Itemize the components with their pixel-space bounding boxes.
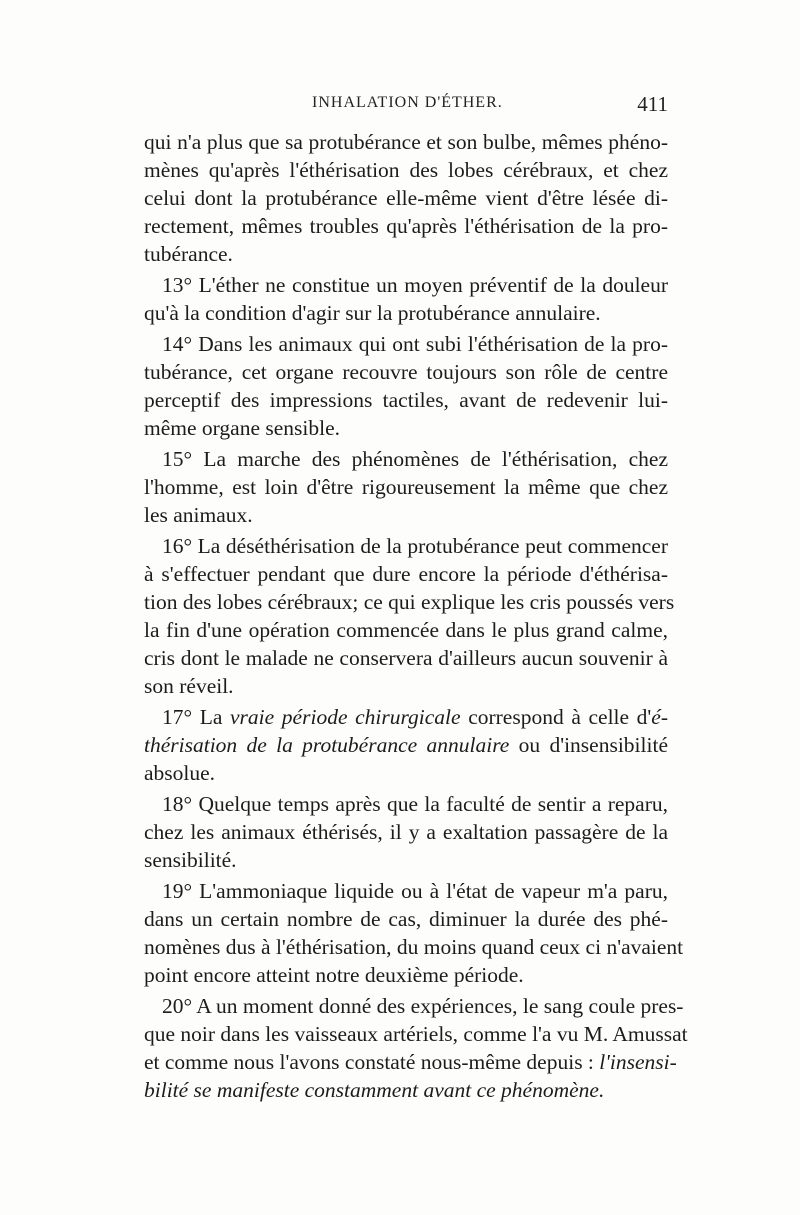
text-line: perceptif des impressions tactiles, avant de redevenir lui- [144,388,668,412]
paragraph-18 [144,790,668,874]
text-run: correspond à celle d' [460,705,652,729]
text-line: 18° Quelque temps après que la faculté de sentir a reparu, [162,792,668,816]
text-run: ou d'insensibilité [509,733,668,757]
text-line: absolue. [144,761,216,785]
paragraph-16 [144,532,675,700]
text-line: celui dont la protubérance elle-même vient d'être lésée di- [144,186,668,210]
text-line: à s'effectuer pendant que dure encore la période d'éthérisa- [144,562,668,586]
text-line: chez les animaux éthérisés, il y a exaltation passagère de la [144,820,668,844]
paragraph-15 [144,445,668,529]
italic-run: l'insensi- [599,1050,677,1074]
text-run: et comme nous l'avons constaté nous-même depuis : [144,1050,600,1074]
italic-run: bilité se manifeste constamment avant ce phénomène. [144,1078,605,1102]
text-line: dans un certain nombre de cas, diminuer la durée des phé- [144,907,668,931]
text-line: tubérance. [144,242,233,266]
paragraph-continuation [144,128,668,268]
italic-run: vraie période chirurgicale [230,705,461,729]
text-line: sensibilité. [144,848,237,872]
text-line: 20° A un moment donné des expériences, le sang coule pres- [162,994,684,1018]
text-line: cris dont le malade ne conservera d'ailleurs aucun souvenir à [144,646,668,670]
paragraph-17 [144,703,668,787]
text-line [144,1048,677,1076]
text-line [144,703,668,731]
text-line: 15° La marche des phénomènes de l'éthérisation, chez [162,447,668,471]
italic-run: thérisation de la protubérance annulaire [144,733,510,757]
text-line: son réveil. [144,674,234,698]
text-line: même organe sensible. [144,416,341,440]
text-run: 17° La [162,705,231,729]
text-line: que noir dans les vaisseaux artériels, comme l'a vu M. Amussat [144,1022,688,1046]
page-number: 411 [637,92,668,116]
paragraph-20 [144,992,688,1104]
italic-run: é- [651,705,668,729]
text-line: les animaux. [144,503,253,527]
text-line: mènes qu'après l'éthérisation des lobes cérébraux, et chez [144,158,668,182]
text-line: 13° L'éther ne constitue un moyen préventif de la douleur [162,273,668,297]
text-line: tubérance, cet organe recouvre toujours son rôle de centre [144,360,668,384]
text-line: l'homme, est loin d'être rigoureusement la même que chez [144,475,668,499]
paragraph-13 [144,271,668,327]
text-line: la fin d'une opération commencée dans le plus grand calme, [144,618,668,642]
text-line: tion des lobes cérébraux; ce qui explique les cris poussés vers [144,590,675,614]
text-line: 19° L'ammoniaque liquide ou à l'état de vapeur m'a paru, [162,879,668,903]
paragraph-14 [144,330,668,442]
text-line: qu'à la condition d'agir sur la protubérance annulaire. [144,301,601,325]
running-head [144,94,668,122]
body-text [144,128,688,1104]
paragraph-19 [144,877,684,989]
text-line: rectement, mêmes troubles qu'après l'éthérisation de la pro- [144,214,668,238]
text-line [144,731,668,759]
text-line: qui n'a plus que sa protubérance et son bulbe, mêmes phéno- [144,130,668,154]
text-line [144,1076,668,1104]
text-line: 14° Dans les animaux qui ont subi l'éthérisation de la pro- [162,332,668,356]
text-line: nomènes dus à l'éthérisation, du moins quand ceux ci n'avaient [144,935,684,959]
running-title: INHALATION D'ÉTHER. [312,94,503,111]
text-line: 16° La déséthérisation de la protubérance peut commencer [162,534,668,558]
text-line: point encore atteint notre deuxième période. [144,963,524,987]
